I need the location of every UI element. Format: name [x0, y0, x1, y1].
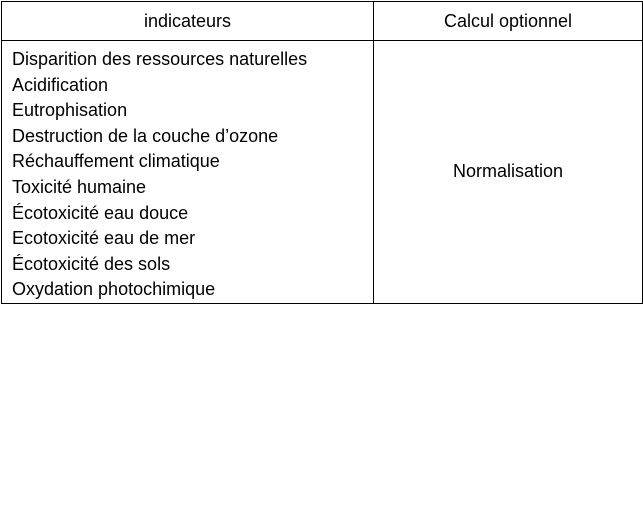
optional-calculation-cell: Normalisation [374, 41, 643, 304]
indicator-item: Écotoxicité eau douce [12, 202, 189, 223]
indicators-table [1, 1, 643, 304]
indicator-item: Acidification [12, 74, 109, 95]
indicator-item: Toxicité humaine [12, 176, 147, 197]
indicator-item: Écotoxicité des sols [12, 253, 171, 274]
indicator-item: Eutrophisation [12, 100, 128, 121]
indicator-item: Réchauffement climatique [12, 151, 220, 172]
header-optional-calculation: Calcul optionnel [374, 2, 643, 41]
indicator-item: Destruction de la couche d’ozone [12, 125, 279, 146]
table-row [2, 41, 643, 304]
indicator-item: Disparition des ressources naturelles [12, 49, 308, 69]
header-indicators: indicateurs [2, 2, 374, 41]
indicators-cell [2, 41, 374, 304]
indicator-item: Oxydation photochimique [12, 279, 216, 300]
header-row [2, 2, 643, 41]
indicator-item: Ecotoxicité eau de mer [12, 228, 196, 249]
